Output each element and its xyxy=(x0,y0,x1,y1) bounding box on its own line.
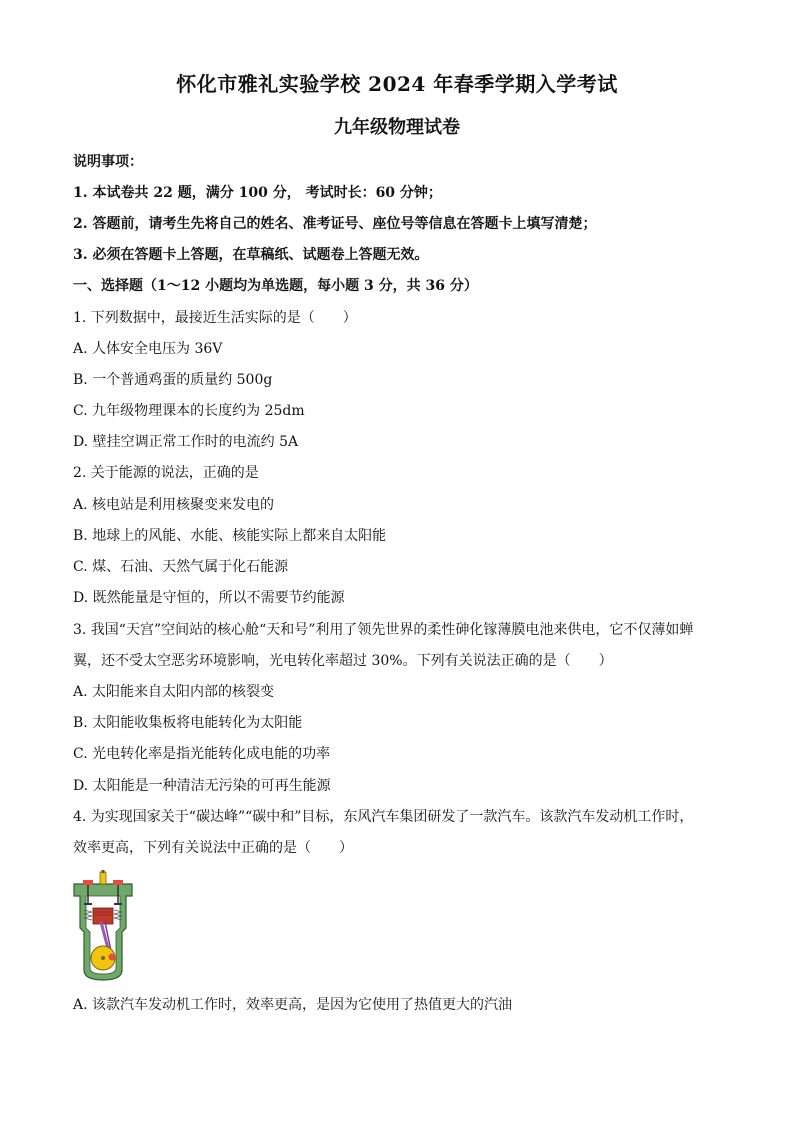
question-stem: 效率更高，下列有关说法中正确的是（ ） xyxy=(73,840,353,856)
exam-subtitle: 九年级物理试卷 xyxy=(334,117,460,138)
question-option: C. 九年级物理课本的长度约为 25dm xyxy=(73,403,305,419)
question-option: A. 该款汽车发动机工作时，效率更高，是因为它使用了热值更大的汽油 xyxy=(73,997,513,1013)
section-heading: 一、选择题（1～12 小题均为单选题，每小题 3 分，共 36 分） xyxy=(73,278,478,294)
engine-cylinder-diagram-icon xyxy=(70,870,136,982)
question-option: D. 壁挂空调正常工作时的电流约 5A xyxy=(73,434,299,450)
question-option: C. 光电转化率是指光能转化成电能的功率 xyxy=(73,746,331,762)
question-stem: 3. 我国“天宫”空间站的核心舱“天和号”利用了领先世界的柔性砷化镓薄膜电池来供电，它不仅薄如蝉 xyxy=(73,622,694,638)
question-option: A. 人体安全电压为 36V xyxy=(73,341,223,357)
question-option: B. 太阳能收集板将电能转化为太阳能 xyxy=(73,715,303,731)
question-stem: 2. 关于能源的说法，正确的是 xyxy=(73,465,259,481)
question-option: D. 太阳能是一种清洁无污染的可再生能源 xyxy=(73,778,331,794)
instruction-item: 1. 本试卷共 22 题，满分 100 分， 考试时长：60 分钟； xyxy=(73,185,442,201)
question-option: C. 煤、石油、天然气属于化石能源 xyxy=(73,559,289,575)
question-stem: 翼，还不受太空恶劣环境影响，光电转化率超过 30%。下列有关说法正确的是（ ） xyxy=(73,653,613,669)
question-option: A. 核电站是利用核聚变来发电的 xyxy=(73,497,275,513)
question-option: D. 既然能量是守恒的，所以不需要节约能源 xyxy=(73,590,345,606)
instruction-item: 2. 答题前，请考生先将自己的姓名、准考证号、座位号等信息在答题卡上填写清楚； xyxy=(73,216,597,232)
exam-title: 怀化市雅礼实验学校 2024 年春季学期入学考试 xyxy=(176,72,618,96)
question-option: B. 地球上的风能、水能、核能实际上都来自太阳能 xyxy=(73,528,387,544)
instruction-item: 3. 必须在答题卡上答题，在草稿纸、试题卷上答题无效。 xyxy=(73,247,429,263)
instructions-heading: 说明事项： xyxy=(73,154,143,170)
question-stem: 1. 下列数据中，最接近生活实际的是（ ） xyxy=(73,310,357,326)
question-option: A. 太阳能来自太阳内部的核裂变 xyxy=(73,684,275,700)
question-option: B. 一个普通鸡蛋的质量约 500g xyxy=(73,372,273,388)
question-stem: 4. 为实现国家关于“碳达峰”“碳中和”目标，东风汽车集团研发了一款汽车。该款汽车发动机工作时， xyxy=(73,809,694,825)
